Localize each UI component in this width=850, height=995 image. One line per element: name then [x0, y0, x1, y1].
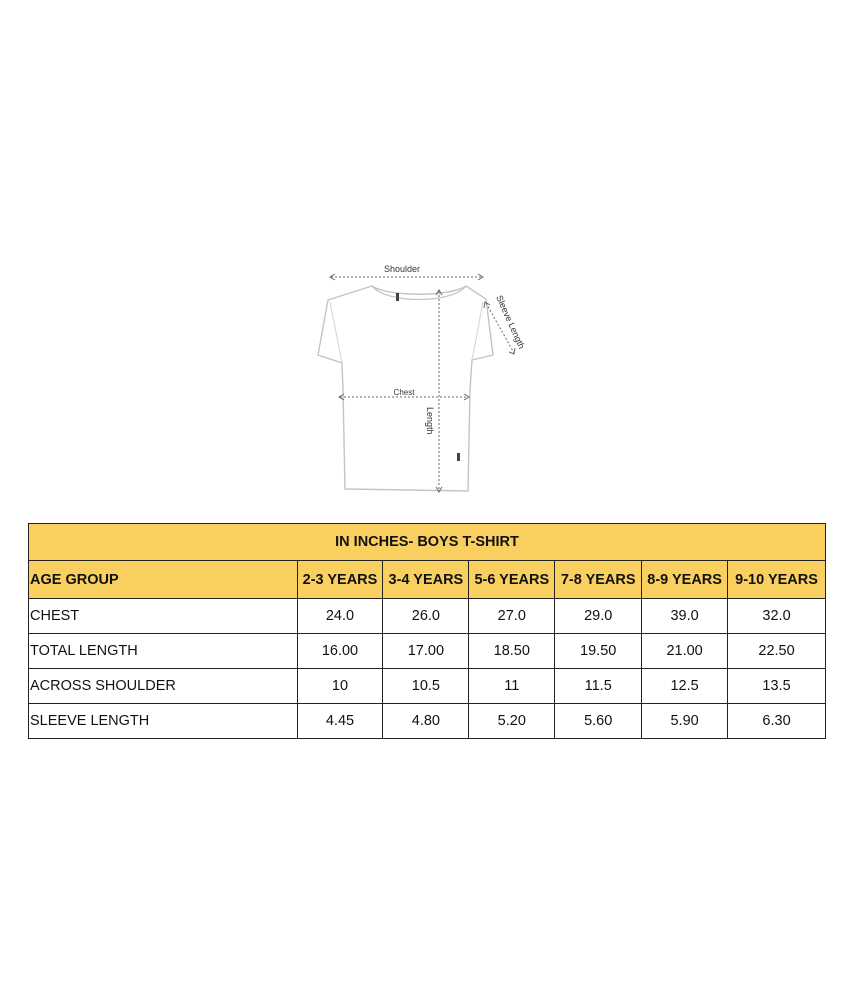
- cell-value: 4.45: [297, 704, 383, 739]
- shoulder-label: Shoulder: [383, 264, 421, 274]
- sleeve-length-label: Sleeve Length: [494, 293, 527, 351]
- cell-value: 21.00: [642, 634, 728, 669]
- cell-value: 12.5: [642, 669, 728, 704]
- cell-value: 5.60: [555, 704, 642, 739]
- cell-value: 5.20: [469, 704, 555, 739]
- cell-value: 4.80: [383, 704, 469, 739]
- cell-value: 11: [469, 669, 555, 704]
- row-label: CHEST: [29, 599, 298, 634]
- table-header-row: [29, 561, 826, 599]
- header-col: 5-6 YEARS: [469, 561, 555, 599]
- table-row: [29, 634, 826, 669]
- cell-value: 18.50: [469, 634, 555, 669]
- table-row: [29, 599, 826, 634]
- cell-value: 11.5: [555, 669, 642, 704]
- header-col: 9-10 YEARS: [728, 561, 826, 599]
- cell-value: 26.0: [383, 599, 469, 634]
- header-col: 8-9 YEARS: [642, 561, 728, 599]
- table-title: IN INCHES- BOYS T-SHIRT: [29, 524, 826, 561]
- cell-value: 5.90: [642, 704, 728, 739]
- row-label: TOTAL LENGTH: [29, 634, 298, 669]
- cell-value: 27.0: [469, 599, 555, 634]
- side-tag: [457, 453, 460, 461]
- cell-value: 10: [297, 669, 383, 704]
- table-title-row: [29, 524, 826, 561]
- row-label: SLEEVE LENGTH: [29, 704, 298, 739]
- header-col: 7-8 YEARS: [555, 561, 642, 599]
- neck-tag: [396, 293, 399, 301]
- cell-value: 6.30: [728, 704, 826, 739]
- length-label: Length: [425, 407, 435, 435]
- chest-label: Chest: [393, 388, 415, 397]
- tshirt-measurement-diagram: [300, 255, 540, 505]
- row-label: ACROSS SHOULDER: [29, 669, 298, 704]
- cell-value: 16.00: [297, 634, 383, 669]
- header-age-group: AGE GROUP: [29, 561, 298, 599]
- cell-value: 24.0: [297, 599, 383, 634]
- size-chart-table: [28, 523, 826, 739]
- header-col: 2-3 YEARS: [297, 561, 383, 599]
- cell-value: 10.5: [383, 669, 469, 704]
- cell-value: 39.0: [642, 599, 728, 634]
- cell-value: 19.50: [555, 634, 642, 669]
- tshirt-sketch: [300, 255, 540, 505]
- cell-value: 13.5: [728, 669, 826, 704]
- table-row: [29, 704, 826, 739]
- table-row: [29, 669, 826, 704]
- header-col: 3-4 YEARS: [383, 561, 469, 599]
- cell-value: 22.50: [728, 634, 826, 669]
- cell-value: 29.0: [555, 599, 642, 634]
- cell-value: 32.0: [728, 599, 826, 634]
- cell-value: 17.00: [383, 634, 469, 669]
